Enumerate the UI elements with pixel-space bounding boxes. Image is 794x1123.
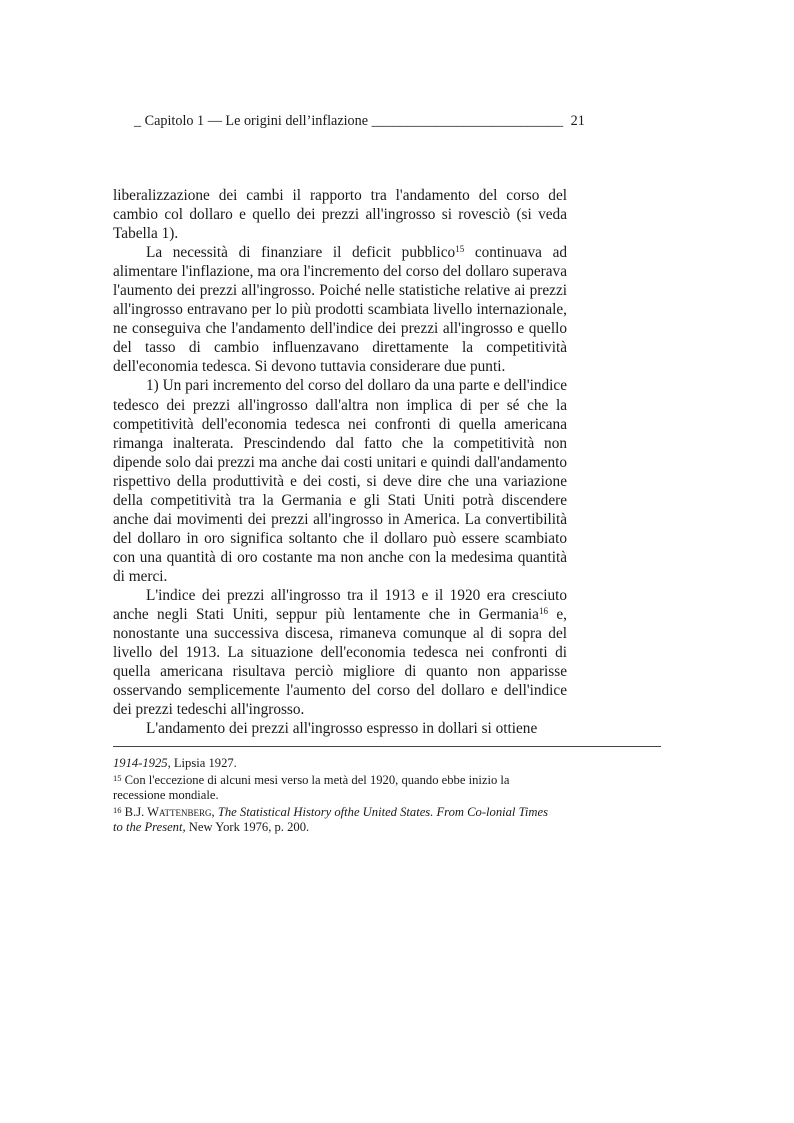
running-header bbox=[134, 113, 585, 130]
page-number: 21 bbox=[570, 113, 585, 129]
footnote-ref-16: 16 bbox=[538, 606, 548, 617]
chapter-title: _ Capitolo 1 — Le origini dell’inflazione ___________________________ bbox=[134, 113, 564, 129]
footnote-ref-15: 15 bbox=[455, 244, 465, 255]
paragraph-4: L'indice dei prezzi all'ingrosso tra il 1913 e il 1920 era cresciuto anche negli Stati Uniti, seppur più lentamente che in Germania$^{16}$ e, nonostante una successiva discesa, rimaneva comunque al di sopra del livello del 1913. La situazione dell'economia tedesca nei confronti di quella americana risultava perciò migliore di quanto non apparisse osservando semplicemente l'aumento del corso del dollaro e dell'indice dei prezzi tedeschi all'ingrosso. bbox=[113, 586, 567, 719]
main-text bbox=[113, 186, 567, 738]
paragraph-3: 1) Un pari incremento del corso del dollaro da una parte e dell'indice tedesco dei prezzi all'ingrosso dall'altra non implica di per sé che la competitività dell'economia tedesca nei confronti di quella americana rimanga inalterata. Prescindendo dal fatto che la competitività non dipende solo dai prezzi ma anche dai costi unitari e quindi dall'andamento rispettivo della produttività e dei costi, si deve dire che una variazione della competitività tra la Germania e gli Stati Uniti potrà discendere anche dai movimenti dei prezzi all'ingrosso in America. La convertibilità del dollaro in oro significa soltanto che il dollaro può essere scambiato con una quantità di oro costante ma non anche con la medesima quantità di merci. bbox=[113, 377, 567, 585]
paragraph-2: La necessità di finanziare il deficit pubblico$^{15}$ continuava ad alimentare l'inflazione, ma ora l'incremento del corso del dollaro superava l'aumento dei prezzi all'ingrosso. Poiché nelle statistiche relative ai prezzi all'ingrosso entravano per lo più prodotti scambiata livello internazionale, ne conseguiva che l'andamento dell'indice dei prezzi all'ingrosso e quello del tasso di cambio influenzavano direttamente la competitività dell'economia tedesca. Si devono tuttavia considerare due punti. bbox=[113, 244, 568, 376]
footnote-continuation: 1914-1925, Lipsia 1927. bbox=[113, 756, 237, 770]
footnote-divider bbox=[113, 746, 661, 747]
paragraph-1: liberalizzazione dei cambi il rapporto tra l'andamento del corso del cambio col dollaro e quello dei prezzi all'ingrosso si rovesciò (si veda Tabella 1). bbox=[113, 187, 567, 243]
paragraph-5: L'andamento dei prezzi all'ingrosso espresso in dollari si ottiene bbox=[146, 720, 538, 738]
footnote-15: $^{15}$ Con l'eccezione di alcuni mesi verso la metà del 1920, quando ebbe inizio la recessione mondiale. bbox=[113, 772, 510, 803]
footnotes bbox=[113, 756, 553, 837]
footnote-16: $^{16}$ B.J. Wattenberg, The Statistical History ofthe United States. From Co-lonial Times to the Present, New York 1976, p. 200. bbox=[113, 804, 548, 835]
